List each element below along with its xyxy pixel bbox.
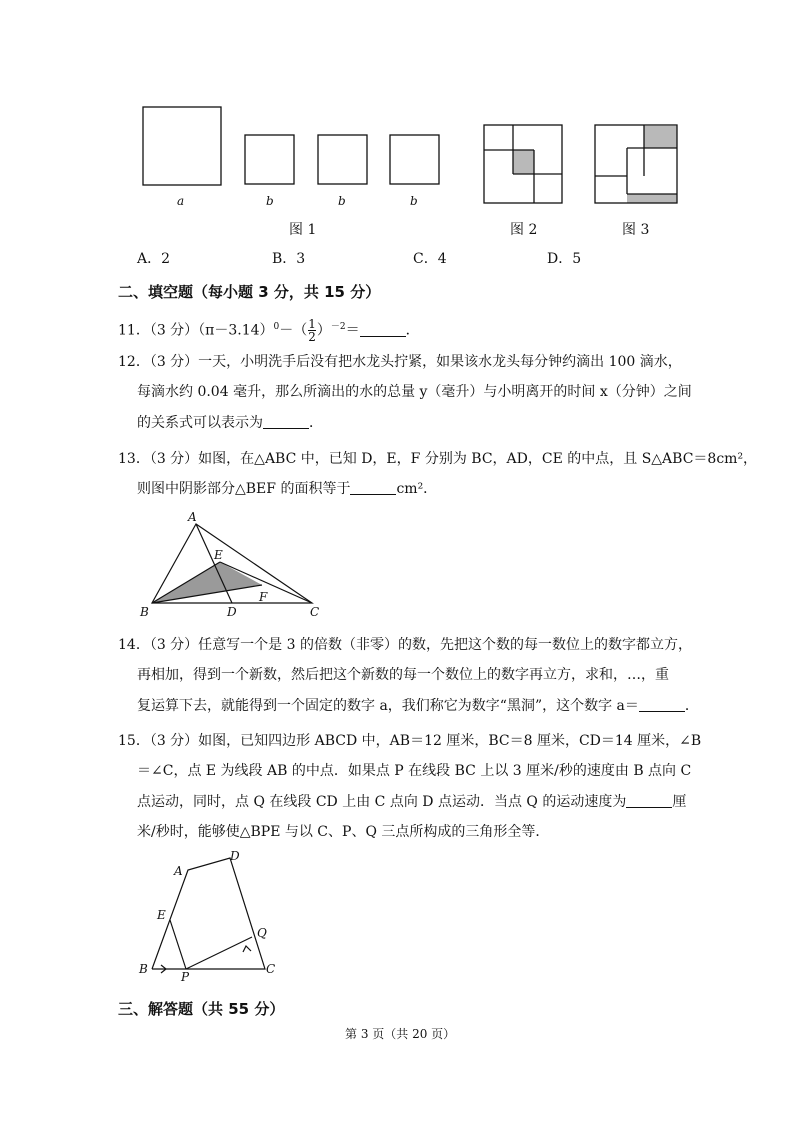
choice-b: B．3 — [272, 251, 306, 267]
section-2-title: 二、填空题（每小题 3 分，共 15 分） — [118, 283, 381, 301]
q15-label-b: B — [139, 962, 148, 976]
q15-label-q: Q — [257, 926, 267, 940]
question-13-line2: 则图中阴影部分△BEF 的面积等于 cm²． — [137, 481, 438, 497]
question-12-line1: 12．（3 分）一天，小明洗手后没有把水龙头拧紧，如果该水龙头每分钟约滴出 100 滴水， — [118, 354, 682, 370]
question-15-line2: ＝∠C，点 E 为线段 AB 的中点．如果点 P 在线段 BC 上以 3 厘米/秒的速度由 B 点向 C — [137, 763, 692, 779]
q13-label-e: E — [214, 548, 223, 562]
choice-a: A．2 — [137, 251, 171, 267]
label-b2: b — [338, 194, 346, 208]
q15-label-a: A — [174, 864, 183, 878]
section-3-title: 三、解答题（共 55 分） — [118, 1000, 285, 1018]
question-15-line4: 米/秒时，能够使△BPE 与以 C、P、Q 三点所构成的三角形全等． — [137, 824, 550, 840]
q13-label-d: D — [227, 605, 237, 619]
choice-d: D．5 — [547, 251, 582, 267]
caption-fig3: 图 3 — [622, 222, 650, 238]
choice-c: C．4 — [413, 251, 447, 267]
page-footer: 第 3 页（共 20 页） — [345, 1027, 456, 1041]
label-b3: b — [410, 194, 418, 208]
question-14-line2: 再相加，得到一个新数，然后把这个新数的每一个数位上的数字再立方，求和，…，重 — [137, 667, 669, 683]
label-a: a — [177, 194, 185, 208]
q13-label-f: F — [259, 590, 268, 604]
question-13-line1: 13．（3 分）如图，在△ABC 中，已知 D，E，F 分别为 BC，AD，CE 的中点，且 S△ABC＝8cm²， — [118, 451, 758, 467]
q15-label-e: E — [157, 908, 166, 922]
question-14-line3: 复运算下去，就能得到一个固定的数字 a，我们称它为数字“黑洞”，这个数字 a＝ ． — [137, 698, 699, 714]
question-14-line1: 14．（3 分）任意写一个是 3 的倍数（非零）的数，先把这个数的每一数位上的数字都立方， — [118, 637, 692, 653]
question-15-line3: 点运动，同时，点 Q 在线段 CD 上由 C 点向 D 点运动．当点 Q 的运动速度为 厘 — [137, 794, 687, 810]
question-12-line2: 每滴水约 0.04 毫升，那么所滴出的水的总量 y（毫升）与小明离开的时间 x（分钟）之间 — [137, 384, 692, 400]
caption-fig2: 图 2 — [510, 222, 538, 238]
q13-label-a: A — [188, 510, 197, 524]
q15-label-p: P — [181, 970, 190, 984]
q15-label-c: C — [266, 962, 276, 976]
q15-label-d: D — [230, 849, 240, 863]
label-b1: b — [266, 194, 274, 208]
question-11: 11．（3 分）$(\pi-3.14)^0-$（ $\frac{1}{2}$ ）$^{-2}$＝ ． — [118, 317, 420, 345]
caption-fig1: 图 1 — [289, 222, 317, 238]
question-12-line3: 的关系式可以表示为 ． — [137, 415, 323, 431]
question-15-line1: 15．（3 分）如图，已知四边形 ABCD 中，AB＝12 厘米，BC＝8 厘米，CD＝14 厘米，∠B — [118, 733, 702, 749]
q13-label-b: B — [140, 605, 149, 619]
q13-label-c: C — [310, 605, 320, 619]
